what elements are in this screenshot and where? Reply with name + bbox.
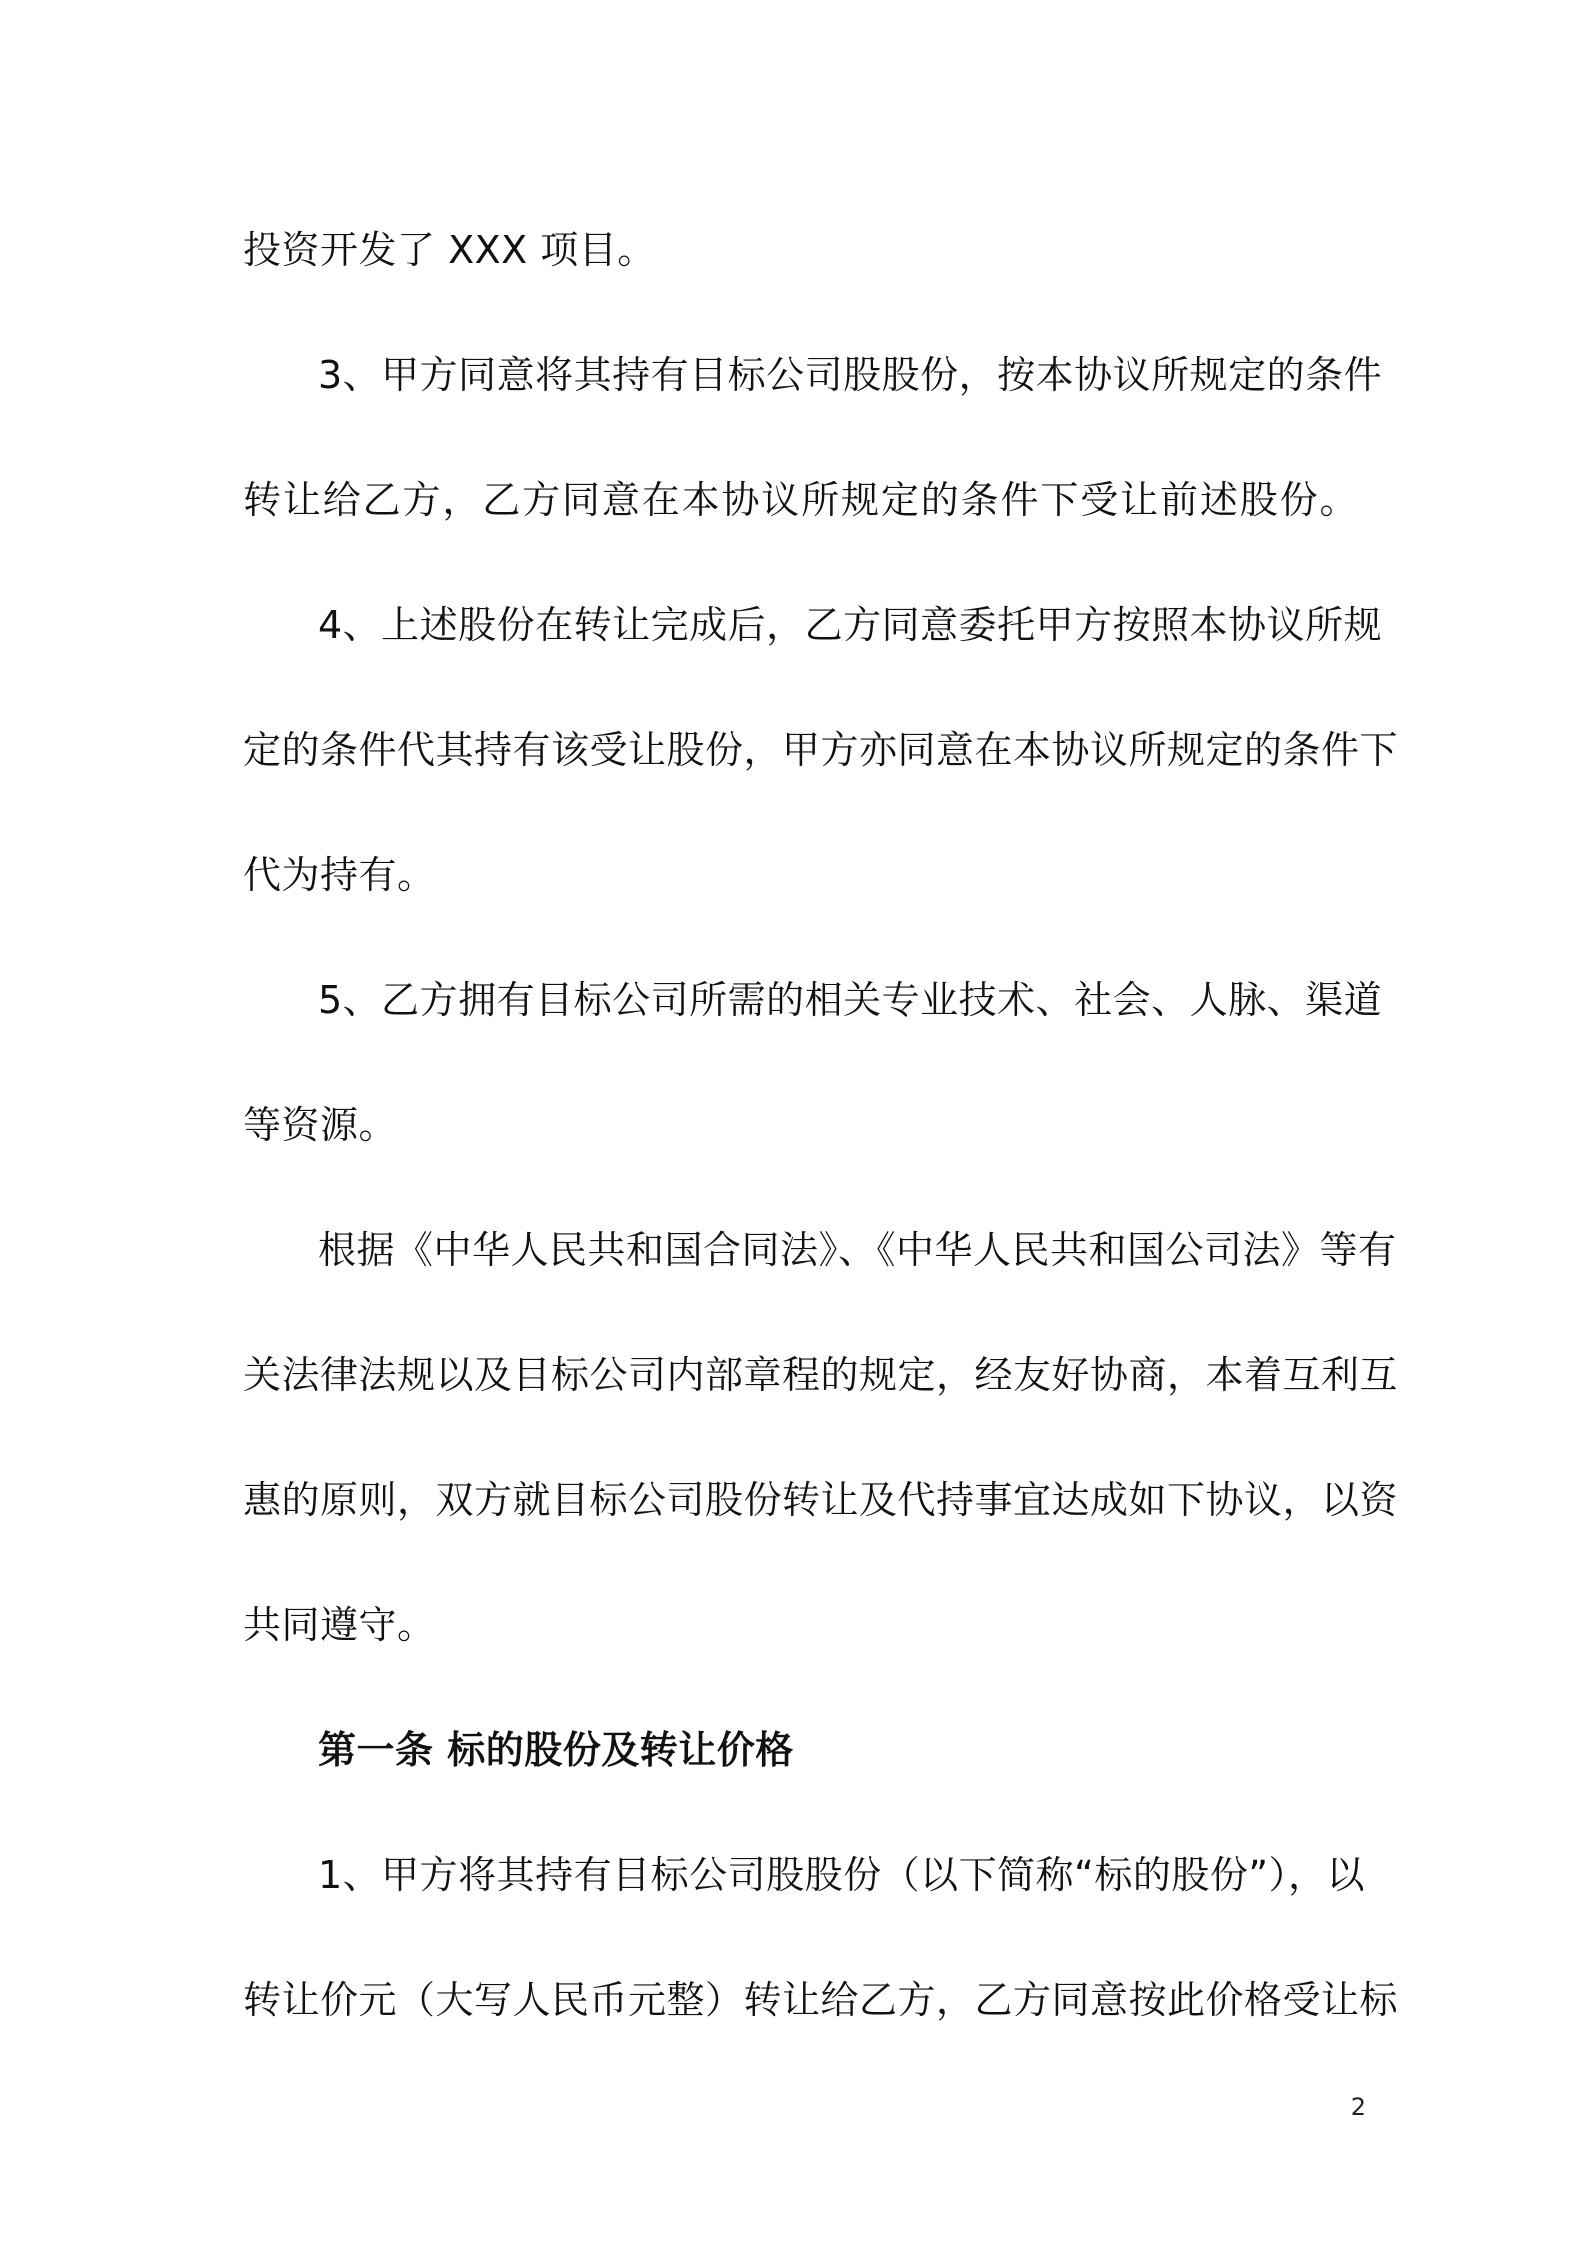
text-line: 3、甲方同意将其持有目标公司股股份，按本协议所规定的条件 bbox=[318, 353, 1383, 397]
section-heading: 第一条 标的股份及转让价格 bbox=[318, 1728, 794, 1772]
text-line: 惠的原则，双方就目标公司股份转让及代持事宜达成如下协议，以资 bbox=[243, 1478, 1399, 1522]
text-line: 5、乙方拥有目标公司所需的相关专业技术、社会、人脉、渠道 bbox=[318, 978, 1383, 1022]
text-line: 代为持有。 bbox=[243, 853, 436, 897]
text-line: 关法律法规以及目标公司内部章程的规定，经友好协商，本着互利互 bbox=[243, 1353, 1399, 1397]
text-line: 转让给乙方，乙方同意在本协议所规定的条件下受让前述股份。 bbox=[243, 478, 1358, 522]
text-line: 等资源。 bbox=[243, 1103, 398, 1147]
text-line: 1、甲方将其持有目标公司股股份（以下简称“标的股份”），以 bbox=[318, 1853, 1366, 1897]
text-line: 共同遵守。 bbox=[243, 1603, 436, 1647]
text-line: 投资开发了 XXX 项目。 bbox=[243, 228, 656, 272]
text-line: 根据《中华人民共和国合同法》、《中华人民共和国公司法》等有 bbox=[318, 1228, 1397, 1272]
text-line: 定的条件代其持有该受让股份，甲方亦同意在本协议所规定的条件下 bbox=[243, 728, 1399, 772]
text-line: 4、上述股份在转让完成后，乙方同意委托甲方按照本协议所规 bbox=[318, 603, 1383, 647]
text-line: 转让价元（大写人民币元整）转让给乙方，乙方同意按此价格受让标 bbox=[243, 1978, 1399, 2022]
page-number: 2 bbox=[1350, 2093, 1366, 2121]
